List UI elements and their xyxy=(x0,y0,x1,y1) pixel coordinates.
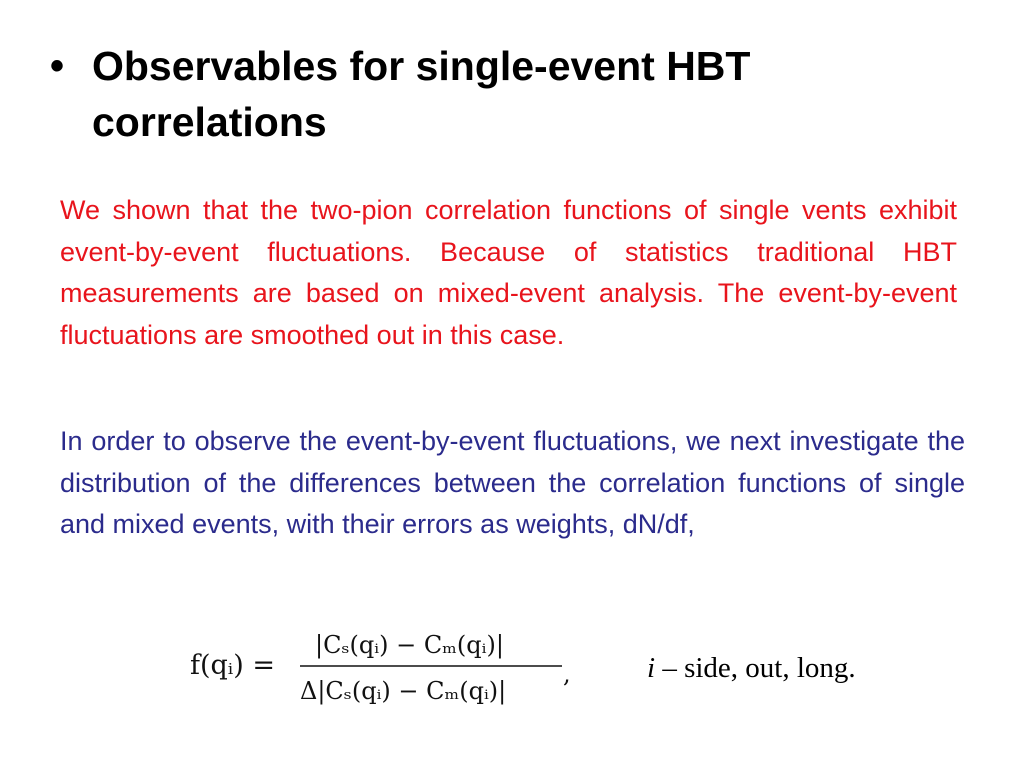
formula-lhs: f(qᵢ) = xyxy=(190,650,275,681)
formula-note xyxy=(647,652,856,685)
formula-graphic xyxy=(190,620,590,715)
title-row xyxy=(50,38,990,150)
index-variable: i xyxy=(647,652,656,684)
paragraph-intro: We shown that the two-pion correlation functions of single vents exhibit event-by-event fluctuations. Because of statistics traditional HBT measurements are based on mixed-event analysis. The event-by-event fluctuations are smoothed out in this case. xyxy=(60,195,957,350)
formula-denominator: Δ|Cₛ(qᵢ) − Cₘ(qᵢ)| xyxy=(300,677,507,705)
paragraph-method: In order to observe the event-by-event fluctuations, we next investigate the distribution of the differences between the correlation functions of single and mixed events, with their errors as weights, dN/df, xyxy=(60,426,965,539)
formula-numerator: |Cₛ(qᵢ) − Cₘ(qᵢ)| xyxy=(315,631,504,659)
formula-comma: , xyxy=(563,660,571,688)
formula xyxy=(190,620,590,715)
bullet-icon: • xyxy=(50,44,65,88)
formula-note-text: – side, out, long. xyxy=(655,652,856,684)
slide-title: Observables for single-event HBT correlations xyxy=(92,43,751,145)
